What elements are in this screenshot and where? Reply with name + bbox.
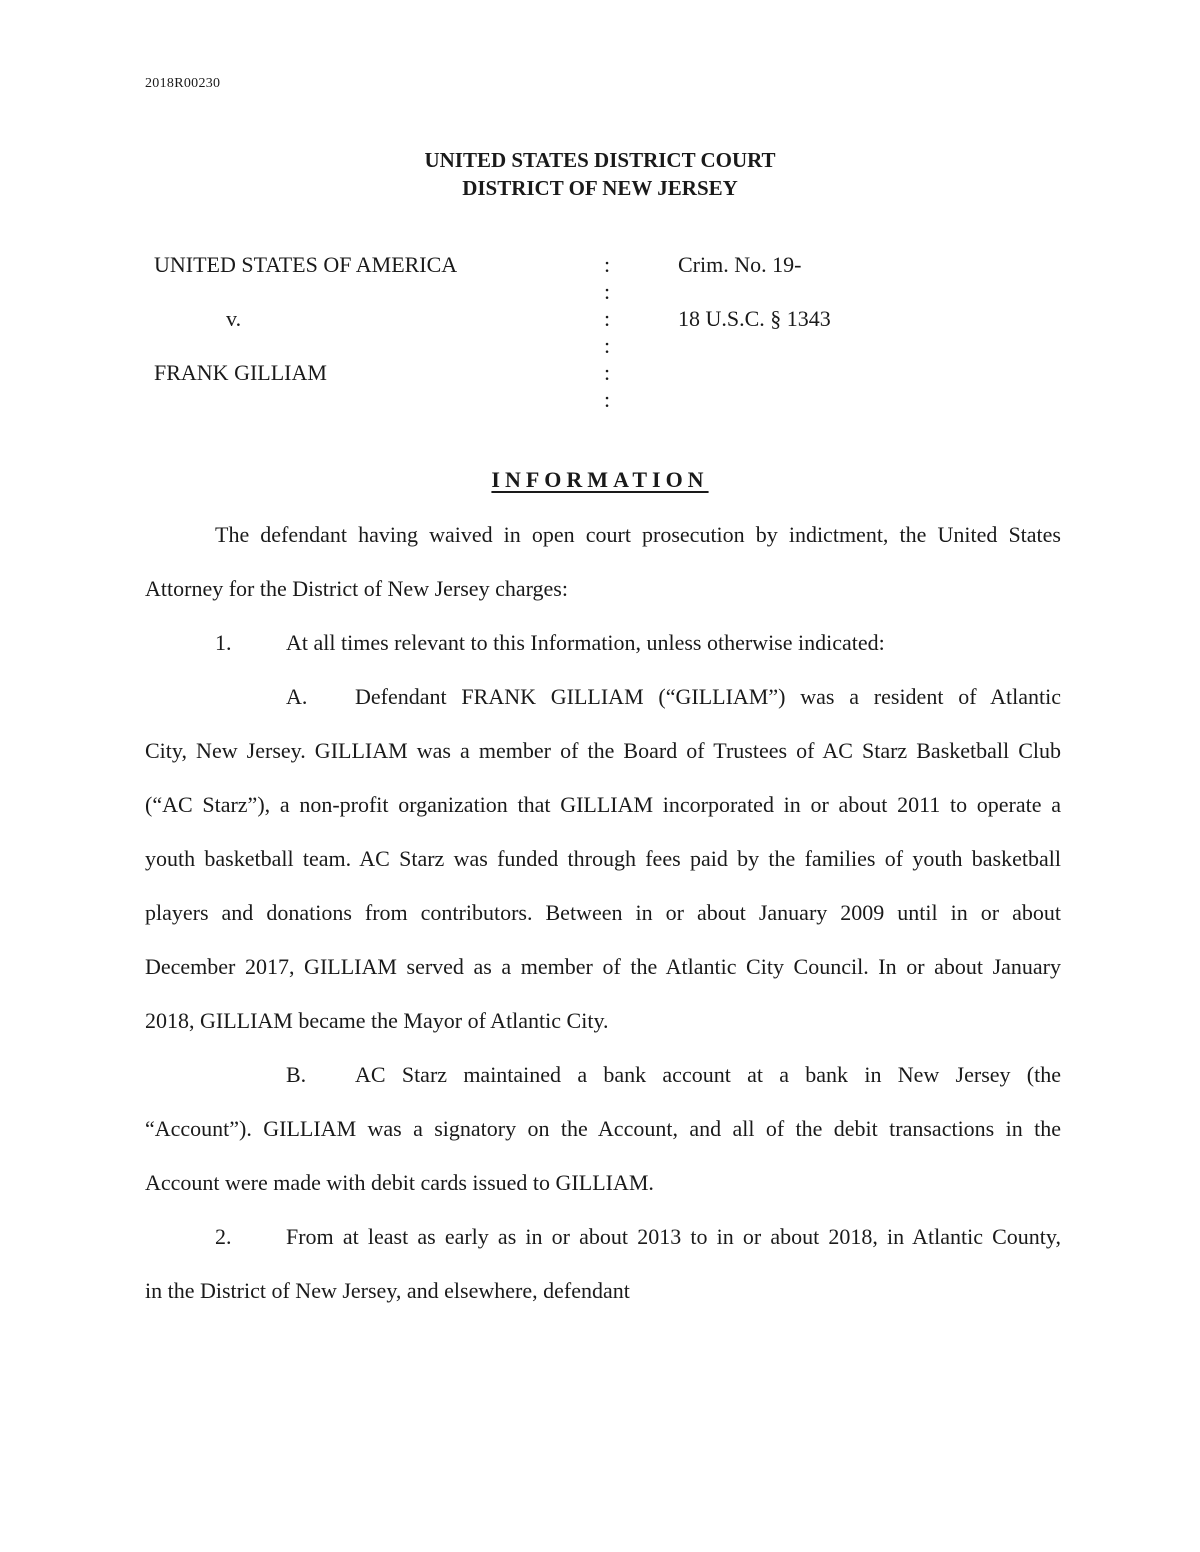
subparagraph-a-first-line: [145, 684, 1061, 714]
caption-colon: :: [604, 387, 611, 412]
subparagraph-b-first-line: [145, 1062, 1061, 1092]
court-district: DISTRICT OF NEW JERSEY: [462, 176, 738, 200]
subparagraph-text: Defendant FRANK GILLIAM (“GILLIAM”) was a resident of Atlantic: [355, 684, 1061, 709]
versus-label: v.: [226, 306, 242, 331]
plaintiff-name: UNITED STATES OF AMERICA: [154, 252, 458, 277]
subparagraph-b-line: “Account”). GILLIAM was a signatory on the Account, and all of the debit transactions in the: [145, 1116, 1061, 1141]
caption-colon: :: [604, 279, 611, 304]
court-heading: [0, 146, 1200, 202]
intro-line: Attorney for the District of New Jersey charges:: [145, 576, 568, 601]
caption-colon: :: [604, 252, 611, 277]
court-name: UNITED STATES DISTRICT COURT: [424, 148, 776, 172]
subparagraph-letter: B.: [286, 1062, 307, 1087]
subparagraph-a-line: December 2017, GILLIAM served as a member of the Atlantic City Council. In or about January: [145, 954, 1061, 979]
paragraph-text: At all times relevant to this Information, unless otherwise indicated:: [286, 630, 885, 655]
paragraph-1: [145, 630, 1061, 660]
defendant-name: FRANK GILLIAM: [154, 360, 327, 385]
document-id: 2018R00230: [145, 76, 221, 91]
subparagraph-a-line: (“AC Starz”), a non-profit organization that GILLIAM incorporated in or about 2011 to operate a: [145, 792, 1061, 817]
paragraph-text: From at least as early as in or about 2013 to in or about 2018, in Atlantic County,: [286, 1224, 1061, 1249]
caption-colon: :: [604, 306, 611, 331]
caption-colon: :: [604, 333, 611, 358]
subparagraph-a-line: players and donations from contributors. Between in or about January 2009 until in or about: [145, 900, 1061, 925]
paragraph-number: 1.: [215, 630, 232, 655]
paragraph-2: [145, 1224, 1061, 1254]
intro-text: The defendant having waived in open court prosecution by indictment, the United States: [215, 522, 1061, 547]
caption-colon: :: [604, 360, 611, 385]
subparagraph-a-line: City, New Jersey. GILLIAM was a member of the Board of Trustees of AC Starz Basketball Club: [145, 738, 1061, 763]
statute-citation: 18 U.S.C. § 1343: [678, 306, 831, 331]
document-title: INFORMATION: [491, 467, 709, 492]
intro-line: [145, 522, 1061, 552]
subparagraph-text: AC Starz maintained a bank account at a bank in New Jersey (the: [355, 1062, 1061, 1087]
criminal-number: Crim. No. 19-: [678, 252, 802, 277]
paragraph-number: 2.: [215, 1224, 232, 1249]
subparagraph-a-line: youth basketball team. AC Starz was funded through fees paid by the families of youth basketball: [145, 846, 1061, 871]
paragraph-2-line: in the District of New Jersey, and elsewhere, defendant: [145, 1278, 630, 1303]
subparagraph-letter: A.: [286, 684, 308, 709]
subparagraph-a-line: 2018, GILLIAM became the Mayor of Atlantic City.: [145, 1008, 609, 1033]
subparagraph-b-line: Account were made with debit cards issued to GILLIAM.: [145, 1170, 654, 1195]
